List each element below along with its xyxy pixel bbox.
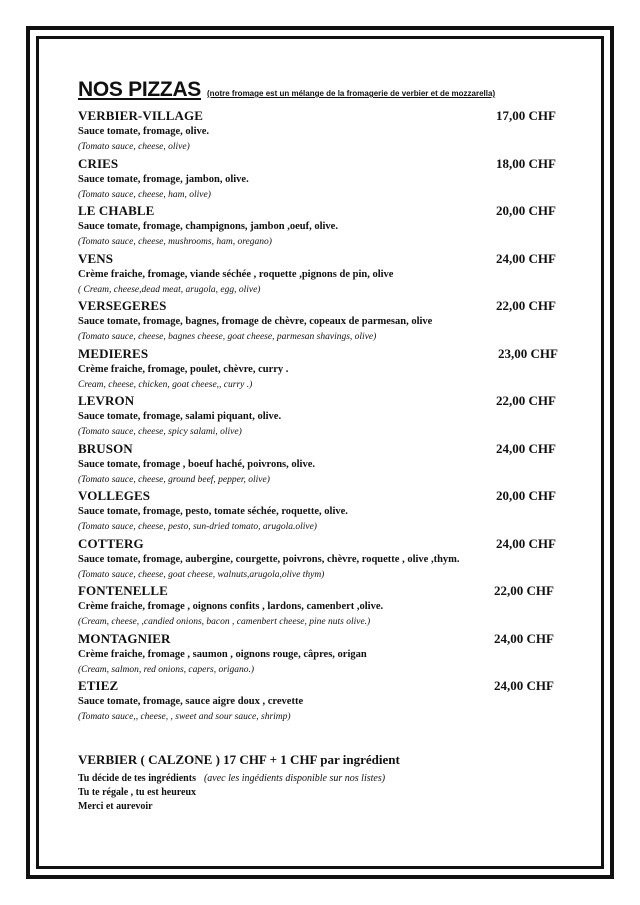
pizza-price: 20,00 CHF xyxy=(496,203,556,218)
pizza-ingredients-fr: Sauce tomate, fromage, bagnes, fromage de chèvre, copeaux de parmesan, olive xyxy=(78,316,433,327)
pizza-name: CRIES xyxy=(78,155,119,171)
calzone-line-2: Tu te régale , tu est heureux xyxy=(78,787,197,798)
pizza-ingredients-fr: Crème fraiche, fromage , oignons confits , lardons, camenbert ,olive. xyxy=(78,601,384,612)
pizza-ingredients-fr: Sauce tomate, fromage, pesto, tomate séchée, roquette, olive. xyxy=(78,506,348,517)
pizza-ingredients-en: Cream, cheese, chicken, goat cheese,, curry .) xyxy=(78,379,253,390)
pizza-ingredients-en: (Tomato sauce, cheese, ham, olive) xyxy=(78,189,211,200)
pizza-price: 24,00 CHF xyxy=(494,630,554,646)
pizza-ingredients-fr: Crème fraiche, fromage , saumon , oignons rouge, câpres, origan xyxy=(78,648,367,660)
pizza-price: 24,00 CHF xyxy=(496,535,556,551)
pizza-price: 22,00 CHF xyxy=(494,583,554,598)
pizza-price: 24,00 CHF xyxy=(496,250,556,266)
pizza-item xyxy=(78,107,568,155)
pizza-ingredients-fr: Sauce tomate, fromage, champignons, jambon ,oeuf, olive. xyxy=(78,221,338,232)
pizza-ingredients-en: (Tomato sauce, cheese, olive) xyxy=(78,142,190,152)
pizza-name: MONTAGNIER xyxy=(78,630,171,646)
calzone-line-1-note: (avec les ingédients disponible sur nos listes) xyxy=(203,773,386,784)
pizza-ingredients-fr: Crème fraiche, fromage, poulet, chèvre, curry . xyxy=(78,363,289,375)
pizza-name: VOLLEGES xyxy=(78,488,151,503)
menu-header xyxy=(78,78,495,102)
calzone-section xyxy=(78,752,400,814)
pizza-item xyxy=(78,392,568,440)
pizza-price: 23,00 CHF xyxy=(498,345,558,361)
pizza-ingredients-en: (Tomato sauce, cheese, pesto, sun-dried tomato, arugola.olive) xyxy=(78,522,317,532)
pizza-name: MEDIERES xyxy=(78,345,149,361)
pizza-ingredients-fr: Sauce tomate, fromage, aubergine, courgette, poivrons, chèvre, roquette , olive ,thym. xyxy=(78,553,460,565)
pizza-ingredients-en: (Tomato sauce, cheese, mushrooms, ham, oregano) xyxy=(78,237,272,247)
pizza-item xyxy=(78,677,568,725)
page-subtitle: (notre fromage est un mélange de la fromagerie de verbier et de mozzarella) xyxy=(207,89,496,98)
pizza-item xyxy=(78,155,568,203)
pizza-price: 20,00 CHF xyxy=(496,488,556,503)
pizza-ingredients-fr: Sauce tomate, fromage, sauce aigre doux , crevette xyxy=(78,696,304,707)
pizza-price: 24,00 CHF xyxy=(494,678,554,693)
pizza-item xyxy=(78,440,568,488)
pizza-ingredients-en: (Tomato sauce, cheese, ground beef, pepper, olive) xyxy=(78,474,270,485)
pizza-price: 22,00 CHF xyxy=(496,393,556,408)
pizza-ingredients-fr: Sauce tomate, fromage , boeuf haché, poivrons, olive. xyxy=(78,458,316,470)
pizza-price: 24,00 CHF xyxy=(496,440,556,456)
pizza-ingredients-fr: Sauce tomate, fromage, olive. xyxy=(78,126,210,137)
calzone-title: VERBIER ( CALZONE ) 17 CHF + 1 CHF par ingrédient xyxy=(78,752,400,767)
pizza-ingredients-en: (Cream, salmon, red onions, capers, origano.) xyxy=(78,664,255,675)
pizza-item xyxy=(78,250,568,298)
pizza-name: VERBIER-VILLAGE xyxy=(78,108,204,123)
pizza-item xyxy=(78,582,568,630)
pizza-list xyxy=(78,107,568,725)
pizza-name: FONTENELLE xyxy=(78,583,168,598)
pizza-item xyxy=(78,487,568,535)
calzone-line-3: Merci et aurevoir xyxy=(78,801,153,812)
pizza-item xyxy=(78,630,568,678)
pizza-ingredients-en: (Tomato sauce, cheese, spicy salami, olive) xyxy=(78,427,242,437)
pizza-ingredients-en: (Tomato sauce,, cheese, , sweet and sour sauce, shrimp) xyxy=(78,712,291,722)
pizza-price: 22,00 CHF xyxy=(496,298,556,313)
pizza-name: LE CHABLE xyxy=(78,203,155,218)
calzone-line-1-text: Tu décide de tes ingrédients xyxy=(78,773,196,784)
pizza-ingredients-en: (Tomato sauce, cheese, bagnes cheese, goat cheese, parmesan shavings, olive) xyxy=(78,332,377,342)
pizza-price: 18,00 CHF xyxy=(496,155,556,171)
pizza-ingredients-fr: Sauce tomate, fromage, salami piquant, olive. xyxy=(78,411,282,422)
pizza-name: LEVRON xyxy=(78,393,135,408)
pizza-item xyxy=(78,345,568,393)
pizza-ingredients-en: (Tomato sauce, cheese, goat cheese, walnuts,arugola,olive thym) xyxy=(78,569,325,580)
pizza-ingredients-en: ( Cream, cheese,dead meat, arugola, egg, olive) xyxy=(78,284,261,295)
calzone-line-1 xyxy=(78,772,400,786)
pizza-name: VENS xyxy=(78,250,114,266)
pizza-item xyxy=(78,535,568,583)
pizza-ingredients-fr: Crème fraiche, fromage, viande séchée , roquette ,pignons de pin, olive xyxy=(78,268,394,280)
pizza-item xyxy=(78,202,568,250)
pizza-ingredients-fr: Sauce tomate, fromage, jambon, olive. xyxy=(78,173,249,185)
pizza-name: COTTERG xyxy=(78,535,144,551)
pizza-item xyxy=(78,297,568,345)
pizza-name: ETIEZ xyxy=(78,678,119,693)
pizza-name: VERSEGERES xyxy=(78,298,167,313)
pizza-name: BRUSON xyxy=(78,440,133,456)
page-title: NOS PIZZAS xyxy=(78,78,202,101)
pizza-price: 17,00 CHF xyxy=(496,108,556,123)
pizza-ingredients-en: (Cream, cheese, ,candied onions, bacon , camenbert cheese, pine nuts olive.) xyxy=(78,617,371,627)
